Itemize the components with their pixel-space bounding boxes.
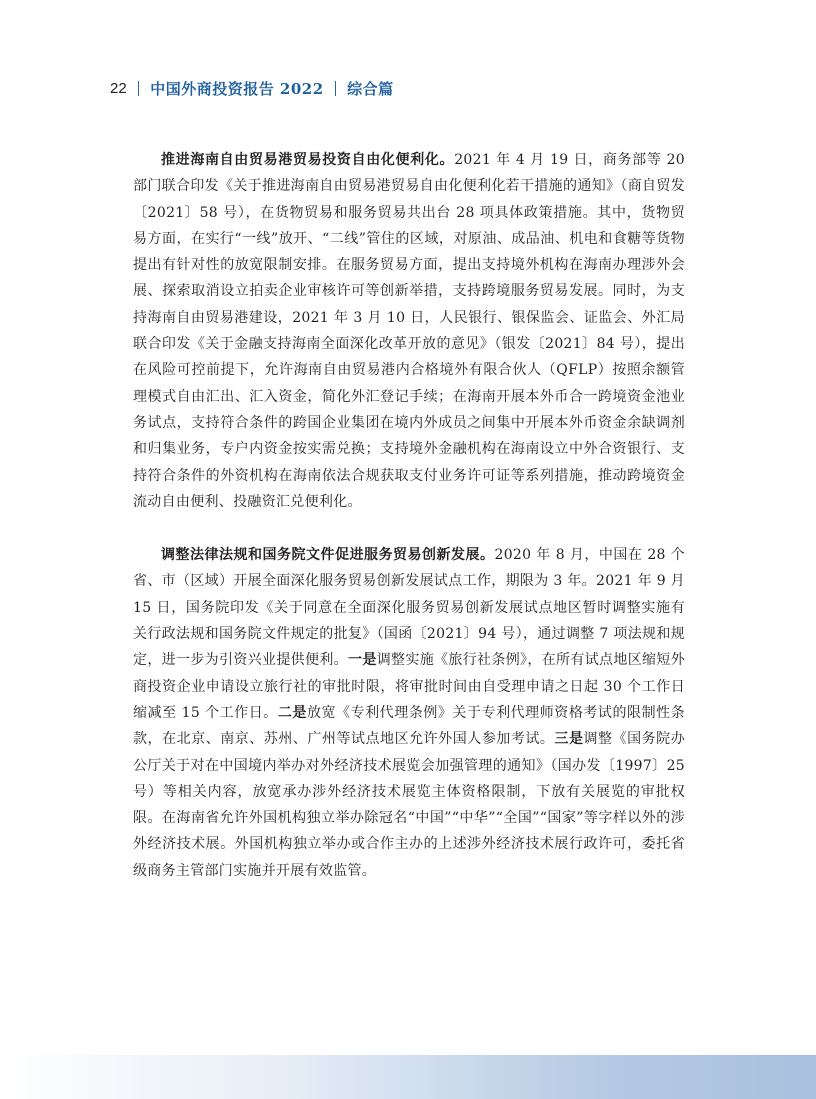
paragraph-text: 2020 年 8 月，中国在 28 个省、市（区域）开展全面深化服务贸易创新发展试点工作，期限为 3 年。2021 年 9 月 15 日，国务院印发《关于同意在全面深化服务贸易创新发展试点地区暂时调整实施有关行政法规和国务院文件规定的批复》（国函〔2021〕94 号），通过调整 7 项法规和规定，进一步为引资兴业提供便利。: [133, 547, 685, 669]
item-lead: 二是: [277, 704, 307, 721]
paragraph-service-trade: [133, 542, 685, 884]
body-text: [133, 147, 685, 884]
header-divider: [335, 81, 337, 96]
paragraph-lead: 调整法律法规和国务院文件促进服务贸易创新发展。: [161, 547, 495, 564]
page-header: [110, 76, 394, 100]
paragraph-lead: 推进海南自由贸易港贸易投资自由化便利化。: [161, 152, 455, 168]
section-title: 综合篇: [347, 79, 394, 98]
item-text: 放宽《专利代理条例》关于专利代理师资格考试的限制性条款，在北京、南京、苏州、广州等试点地区允许外国人参加考试。: [133, 704, 685, 748]
item-lead: 一是: [348, 652, 377, 669]
item-text: 调整实施《旅行社条例》，在所有试点地区缩短外商投资企业申请设立旅行社的审批时限，将审批时间由自受理申请之日起 30 个工作日缩减至 15 个工作日。: [133, 652, 685, 721]
header-divider: [138, 81, 140, 96]
report-title: 中国外商投资报告 2022: [150, 79, 324, 98]
paragraph-hainan: [133, 147, 685, 515]
item-lead: 三是: [554, 731, 584, 748]
footer-gradient-band: [0, 1055, 816, 1099]
item-text: 调整《国务院办公厅关于对在中国境内举办对外经济技术展览会加强管理的通知》（国办发〔1997〕25 号）等相关内容，放宽承办涉外经济技术展览主体资格限制，下放有关展览的审批权限。在海南省允许外国机构独立举办除冠名“中国”“中华”“全国”“国家”等字样以外的涉外经济技术展。外国机构独立举办或合作主办的上述涉外经济技术展行政许可，委托省级商务主管部门实施并开展有效监管。: [133, 731, 685, 879]
page-number: 22: [110, 79, 127, 97]
paragraph-text: 2021 年 4 月 19 日，商务部等 20 部门联合印发《关于推进海南自由贸易港贸易自由化便利化若干措施的通知》（商自贸发〔2021〕58 号），在货物贸易和服务贸易共出台 28 项具体政策措施。其中，货物贸易方面，在实行“一线”放开、“二线”管住的区域，对原油、成品油、机电和食糖等货物提出有针对性的放宽限制安排。在服务贸易方面，提出支持境外机构在海南办理涉外会展、探索取消设立拍卖企业审核许可等创新举措，支持跨境服务贸易发展。同时，为支持海南自由贸易港建设，2021 年 3 月 10 日，人民银行、银保监会、证监会、外汇局联合印发《关于金融支持海南全面深化改革开放的意见》（银发〔2021〕84 号），提出在风险可控前提下，允许海南自由贸易港内合格境外有限合伙人（QFLP）按照余额管理模式自由汇出、汇入资金，简化外汇登记手续；在海南开展本外币合一跨境资金池业务试点，支持符合条件的跨国企业集团在境内外成员之间集中开展本外币资金余缺调剂和归集业务，专户内资金按实需兑换；支持境外金融机构在海南设立中外合资银行、支持符合条件的外资机构在海南依法合规获取支付业务许可证等系列措施，推动跨境资金流动自由便利、投融资汇兑便利化。: [133, 152, 686, 510]
